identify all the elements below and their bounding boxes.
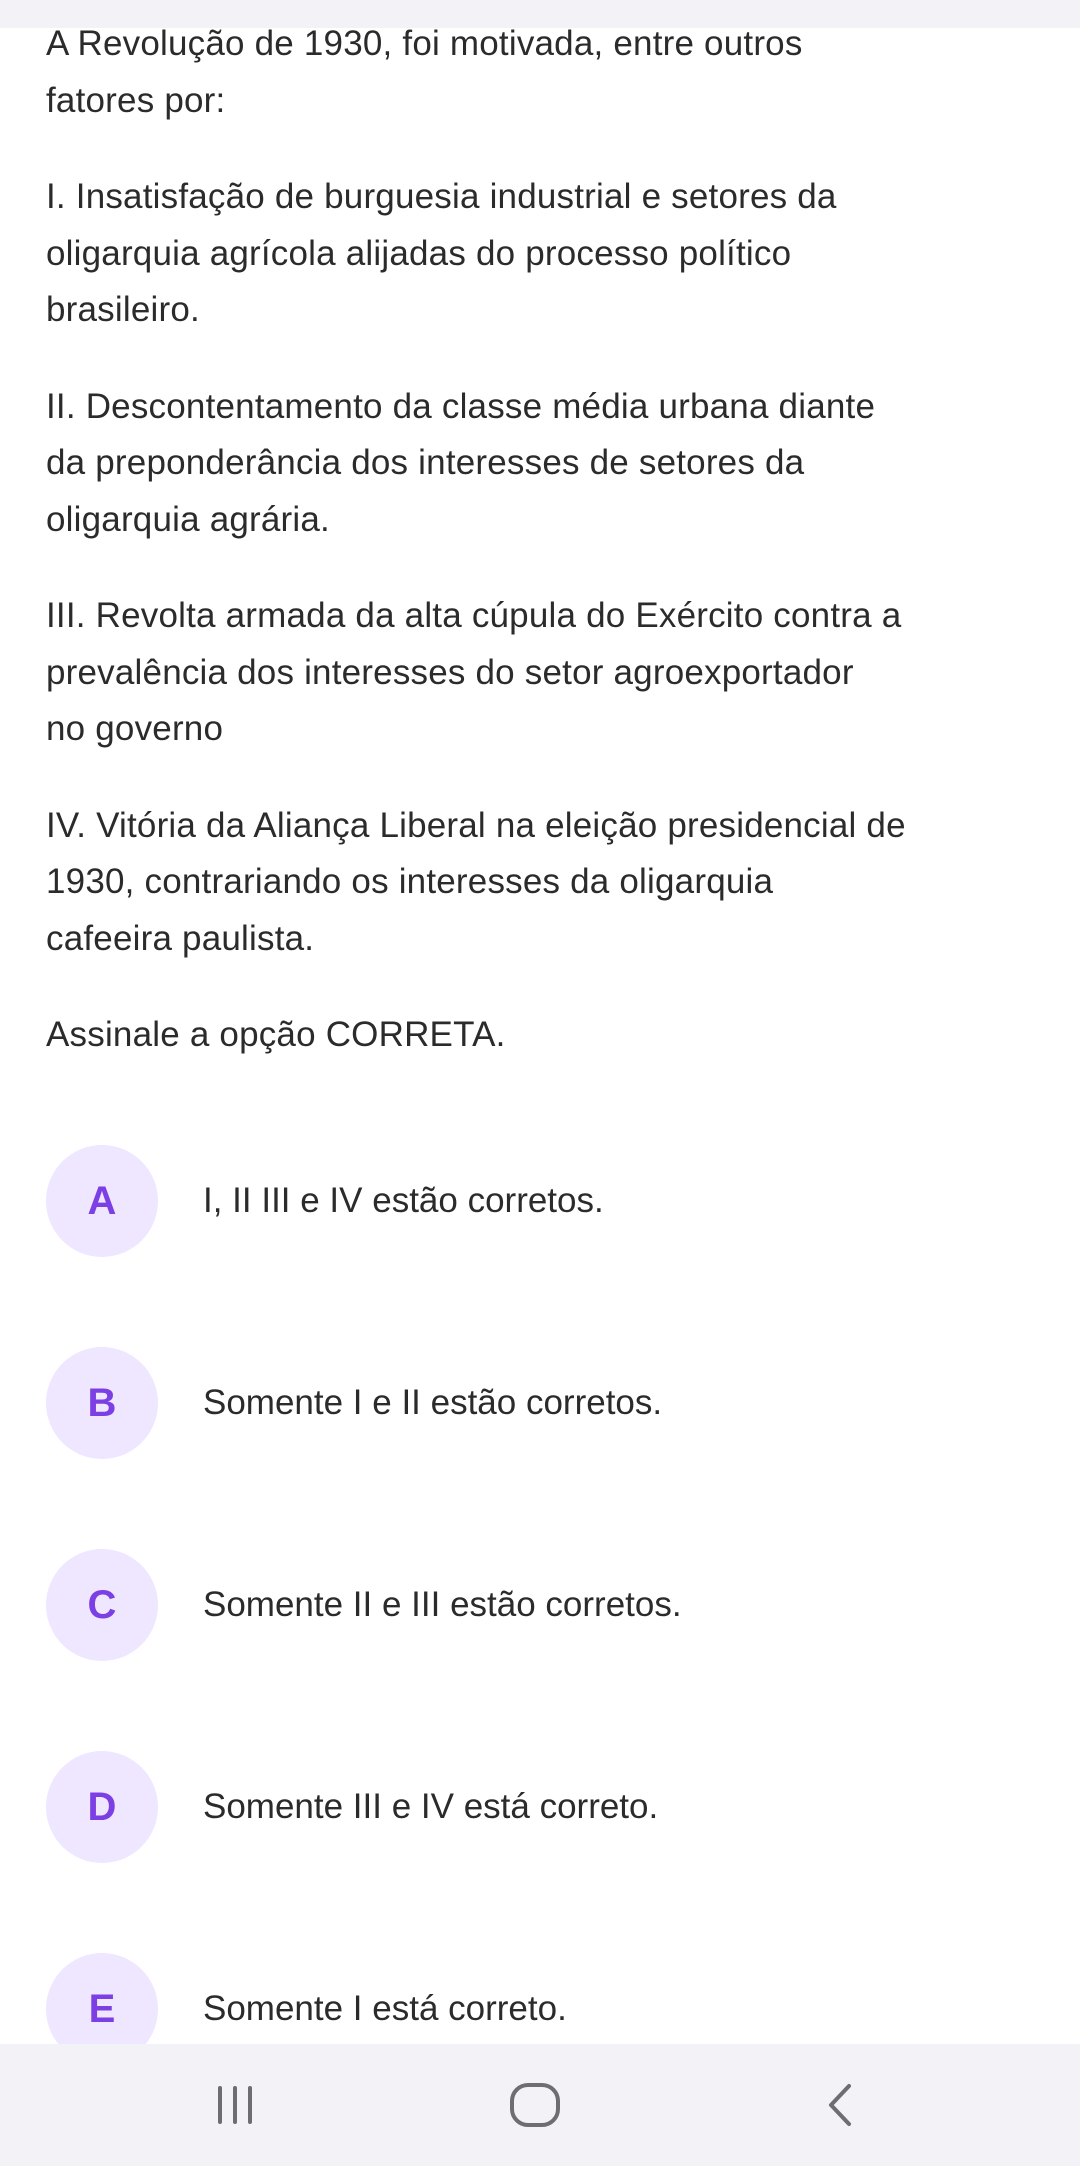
statement-iii: III. Revolta armada da alta cúpula do Exército contra a prevalência dos interesses do setor agroexportador no governo xyxy=(46,596,902,748)
back-button[interactable] xyxy=(760,2044,920,2166)
statement-i: I. Insatisfação de burguesia industrial e setores da oligarquia agrícola alijadas do processo político brasileiro. xyxy=(46,177,837,329)
option-letter-badge: B xyxy=(46,1347,158,1459)
option-b[interactable] xyxy=(46,1347,1036,1459)
home-button[interactable] xyxy=(455,2044,615,2166)
option-letter-badge: C xyxy=(46,1549,158,1661)
statement-iv: IV. Vitória da Aliança Liberal na eleição presidencial de 1930, contrariando os interesses da oligarquia cafeeira paulista. xyxy=(46,805,906,958)
option-text: Somente II e III estão corretos. xyxy=(203,1585,682,1624)
recent-apps-icon xyxy=(210,2080,260,2130)
recent-apps-button[interactable] xyxy=(155,2044,315,2166)
back-icon xyxy=(815,2080,865,2130)
option-d[interactable] xyxy=(46,1751,1036,1863)
option-letter-badge: E xyxy=(46,1953,158,2065)
option-c[interactable] xyxy=(46,1549,1036,1661)
option-text: Somente I está correto. xyxy=(203,1989,567,2028)
option-text: Somente I e II estão corretos. xyxy=(203,1383,663,1422)
instruction: Assinale a opção CORRETA. xyxy=(46,1015,506,1054)
question-intro: A Revolução de 1930, foi motivada, entre outros fatores por: xyxy=(46,24,803,120)
statement-ii: II. Descontentamento da classe média urbana diante da preponderância dos interesses de setores da oligarquia agrária. xyxy=(46,386,876,539)
option-letter-badge: A xyxy=(46,1145,158,1257)
option-text: I, II III e IV estão corretos. xyxy=(203,1181,604,1220)
home-icon xyxy=(507,2080,563,2130)
system-navigation-bar xyxy=(0,2044,1080,2166)
question-block xyxy=(46,16,1056,1104)
option-text: Somente III e IV está correto. xyxy=(203,1787,659,1826)
option-a[interactable] xyxy=(46,1145,1036,1257)
option-letter-badge: D xyxy=(46,1751,158,1863)
